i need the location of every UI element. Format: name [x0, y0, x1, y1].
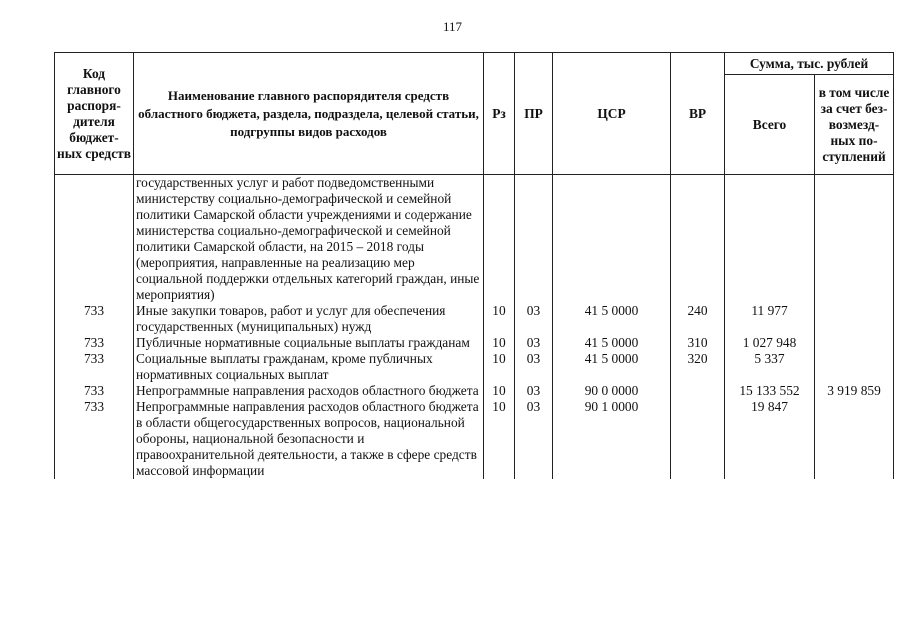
cell-csr: 41 5 0000 [553, 335, 671, 351]
cell-vr: 320 [671, 351, 725, 383]
cell-pr: 03 [515, 335, 553, 351]
cell-gratuitous [815, 335, 894, 351]
cell-rz: 10 [484, 303, 515, 335]
cell-code [55, 175, 134, 304]
cell-total: 1 027 948 [725, 335, 815, 351]
cell-total [725, 175, 815, 304]
table-row [55, 399, 894, 479]
cell-gratuitous [815, 175, 894, 304]
cell-gratuitous: 3 919 859 [815, 383, 894, 399]
table-row [55, 175, 894, 304]
header-gratuitous: в том числе за счет без-возмезд-ных по-ступлений [815, 75, 894, 175]
cell-rz: 10 [484, 383, 515, 399]
cell-pr: 03 [515, 399, 553, 479]
cell-csr: 90 1 0000 [553, 399, 671, 479]
cell-pr: 03 [515, 303, 553, 335]
cell-code: 733 [55, 335, 134, 351]
budget-table [54, 52, 894, 479]
cell-name: Публичные нормативные социальные выплаты гражданам [134, 335, 484, 351]
cell-gratuitous [815, 399, 894, 479]
cell-csr: 90 0 0000 [553, 383, 671, 399]
cell-vr [671, 383, 725, 399]
header-sum-group: Сумма, тыс. рублей [725, 53, 894, 75]
cell-csr: 41 5 0000 [553, 303, 671, 335]
cell-vr: 240 [671, 303, 725, 335]
cell-code: 733 [55, 399, 134, 479]
cell-vr [671, 175, 725, 304]
cell-vr: 310 [671, 335, 725, 351]
cell-code: 733 [55, 383, 134, 399]
cell-csr [553, 175, 671, 304]
table-row [55, 351, 894, 383]
header-total: Всего [725, 75, 815, 175]
cell-csr: 41 5 0000 [553, 351, 671, 383]
page-number: 117 [442, 19, 463, 34]
cell-pr: 03 [515, 351, 553, 383]
cell-total: 19 847 [725, 399, 815, 479]
cell-total: 11 977 [725, 303, 815, 335]
table-row [55, 383, 894, 399]
cell-name: Социальные выплаты гражданам, кроме публичных нормативных социальных выплат [134, 351, 484, 383]
cell-name: государственных услуг и работ подведомственными министерству социально-демографической и семейной политики Самарской области учреждениями и содержание министерства социально-демографической и семейной политики Самарской области, на 2015 – 2018 годы (мероприятия, направленные на реализацию мер социальной поддержки отдельных категорий граждан, иные мероприятия) [134, 175, 484, 304]
cell-gratuitous [815, 351, 894, 383]
cell-rz [484, 175, 515, 304]
header-code: Код главного распоря-дителя бюджет-ных средств [55, 53, 134, 175]
cell-rz: 10 [484, 351, 515, 383]
cell-rz: 10 [484, 399, 515, 479]
cell-name: Непрограммные направления расходов областного бюджета [134, 383, 484, 399]
table-header [55, 53, 894, 175]
cell-name: Непрограммные направления расходов областного бюджета в области общегосударственных вопросов, национальной обороны, национальной безопасности и правоохранительной деятельности, а также в сфере средств массовой информации [134, 399, 484, 479]
cell-total: 5 337 [725, 351, 815, 383]
cell-rz: 10 [484, 335, 515, 351]
header-name: Наименование главного распорядителя средств областного бюджета, раздела, подраздела, целевой статьи, подгруппы видов расходов [134, 53, 484, 175]
cell-pr [515, 175, 553, 304]
cell-name: Иные закупки товаров, работ и услуг для обеспечения государственных (муниципальных) нужд [134, 303, 484, 335]
cell-vr [671, 399, 725, 479]
cell-total: 15 133 552 [725, 383, 815, 399]
cell-pr: 03 [515, 383, 553, 399]
header-rz: Рз [484, 53, 515, 175]
header-vr: ВР [671, 53, 725, 175]
cell-code: 733 [55, 351, 134, 383]
cell-gratuitous [815, 303, 894, 335]
header-csr: ЦСР [553, 53, 671, 175]
table-row [55, 303, 894, 335]
cell-code: 733 [55, 303, 134, 335]
table-row [55, 335, 894, 351]
header-pr: ПР [515, 53, 553, 175]
